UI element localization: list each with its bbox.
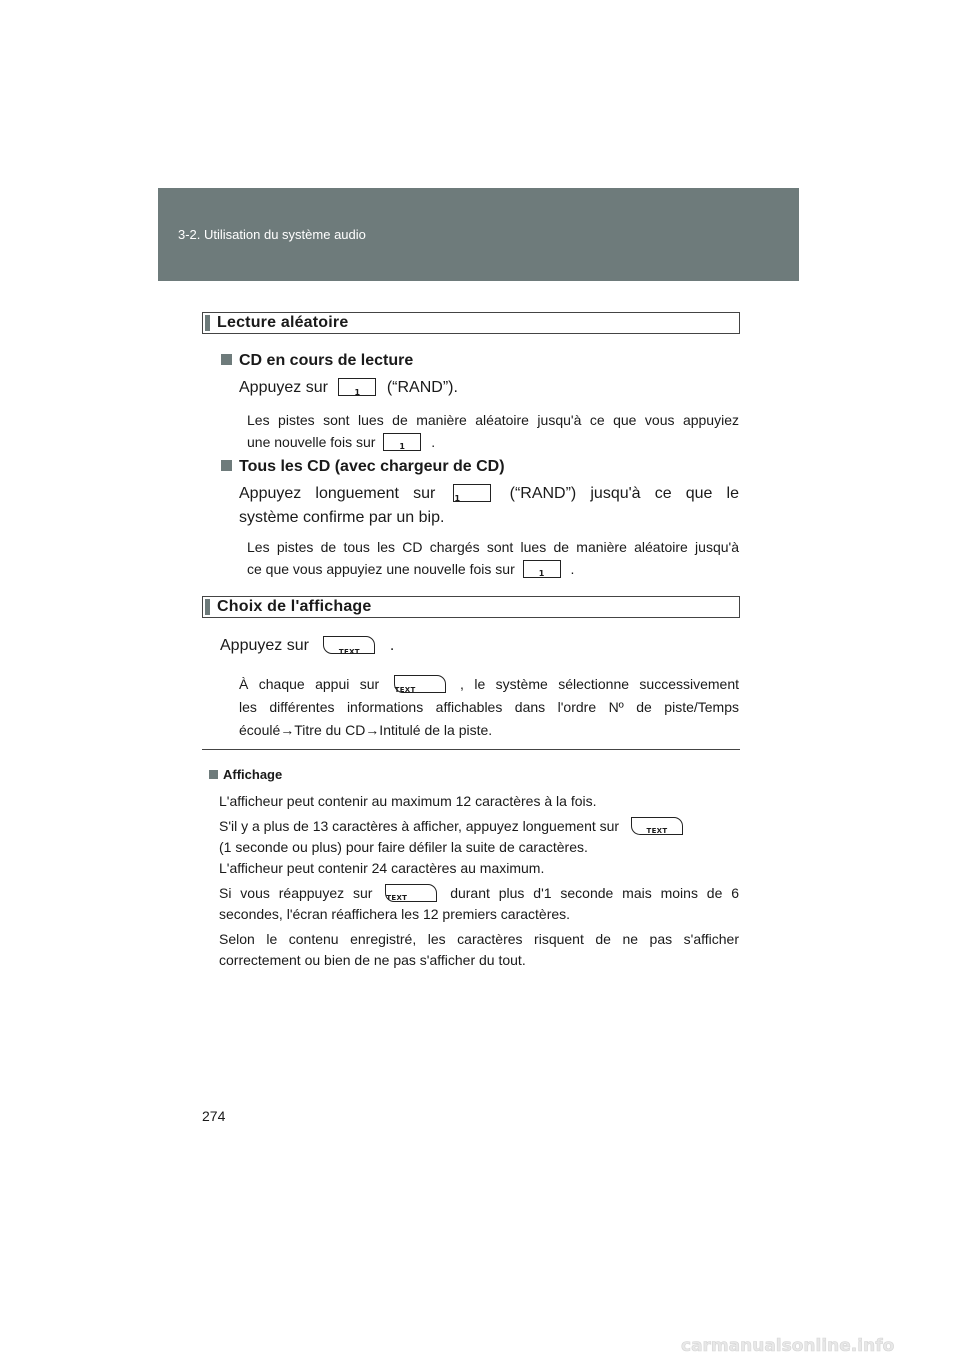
note-text: À chaque appui sur bbox=[239, 676, 380, 692]
instruction-text: . bbox=[389, 637, 395, 654]
note-line: Les pistes de tous les CD chargés sont lues de manière aléatoire jusqu'à bbox=[247, 539, 739, 555]
button-label: 1 bbox=[538, 569, 545, 578]
square-bullet-icon bbox=[221, 354, 232, 365]
note-text: . bbox=[570, 561, 575, 577]
text-button-icon bbox=[394, 675, 446, 693]
preset-1-button-icon bbox=[338, 378, 376, 396]
button-label: TEXT bbox=[394, 686, 416, 694]
button-label: 1 bbox=[399, 442, 406, 451]
section-breadcrumb: 3-2. Utilisation du système audio bbox=[178, 227, 366, 242]
footnote-text: durant plus d'1 seconde mais moins de 6 bbox=[450, 885, 740, 901]
preset-1-button-icon bbox=[453, 484, 491, 502]
footnote-text: Selon le contenu enregistré, les caractères risquent de ne pas s'afficher bbox=[219, 931, 739, 947]
subheading-text: Tous les CD (avec chargeur de CD) bbox=[239, 458, 505, 475]
instruction-line: système confirme par un bip. bbox=[239, 509, 445, 526]
subheading-cd-playing bbox=[221, 352, 413, 370]
header-band bbox=[158, 188, 799, 281]
footnote-text: correctement ou bien de ne pas s'afficher du tout. bbox=[219, 952, 526, 968]
section-title-display bbox=[202, 596, 740, 618]
footnote-paragraph bbox=[219, 816, 739, 879]
note-all-cds bbox=[247, 536, 739, 580]
footnote-paragraph bbox=[219, 929, 739, 971]
note-line: Les pistes sont lues de manière aléatoire jusqu'à ce que vous appuyiez bbox=[247, 412, 739, 428]
text-button-icon bbox=[385, 884, 437, 902]
footnote-text: Si vous réappuyez sur bbox=[219, 885, 373, 901]
instruction-text: (“RAND”). bbox=[386, 379, 458, 396]
footnote-text: (1 seconde ou plus) pour faire défiler la suite de caractères. bbox=[219, 839, 588, 855]
watermark-logo bbox=[681, 1333, 951, 1357]
subheading-text: CD en cours de lecture bbox=[239, 352, 414, 369]
section-title-random bbox=[202, 312, 740, 334]
instruction-display bbox=[220, 634, 394, 658]
note-display bbox=[239, 673, 739, 742]
button-label: TEXT bbox=[338, 648, 360, 656]
footnote-heading bbox=[209, 767, 282, 782]
instruction-cd-playing bbox=[239, 376, 458, 400]
footnote-paragraph: L'afficheur peut contenir au maximum 12 caractères à la fois. bbox=[219, 793, 597, 809]
button-label: 1 bbox=[454, 494, 461, 503]
text-button-icon bbox=[323, 636, 375, 654]
instruction-text: Appuyez sur bbox=[220, 637, 309, 654]
note-text: , le système sélectionne successivement bbox=[460, 676, 740, 692]
footnote-body bbox=[219, 791, 739, 971]
footnote-text: L'afficheur peut contenir 24 caractères au maximum. bbox=[219, 860, 545, 876]
section-title-bar bbox=[205, 599, 210, 615]
note-text: . bbox=[431, 434, 436, 450]
section-title-bar bbox=[205, 315, 210, 331]
section-title-text: Lecture aléatoire bbox=[217, 314, 349, 331]
subheading-all-cds bbox=[221, 458, 505, 476]
button-label: 1 bbox=[354, 388, 361, 397]
instruction-text: (“RAND”) jusqu'à ce que le bbox=[509, 485, 739, 502]
divider bbox=[202, 749, 740, 750]
button-label: TEXT bbox=[386, 894, 408, 902]
footnote-heading-text: Affichage bbox=[223, 767, 283, 782]
instruction-text: Appuyez sur bbox=[239, 379, 328, 396]
square-bullet-icon bbox=[221, 460, 232, 471]
button-label: TEXT bbox=[646, 827, 668, 835]
note-cd-playing bbox=[247, 409, 739, 453]
footnote-paragraph bbox=[219, 883, 739, 925]
instruction-all-cds bbox=[239, 482, 739, 530]
watermark-text: carmanualsonline.info bbox=[681, 1336, 895, 1356]
note-text: ce que vous appuyiez une nouvelle fois sur bbox=[247, 561, 515, 577]
square-bullet-icon bbox=[209, 770, 218, 779]
note-line: les différentes informations affichables dans l'ordre Nº de piste/Temps bbox=[239, 699, 739, 715]
page-number: 274 bbox=[202, 1108, 226, 1124]
note-text: une nouvelle fois sur bbox=[247, 434, 376, 450]
section-title-text: Choix de l'affichage bbox=[217, 598, 372, 615]
instruction-line bbox=[239, 482, 739, 506]
footnote-text: S'il y a plus de 13 caractères à afficher, appuyez longuement sur bbox=[219, 818, 620, 834]
note-line: écoulé→Titre du CD→Intitulé de la piste. bbox=[239, 722, 493, 738]
note-line bbox=[239, 673, 739, 696]
text-button-icon bbox=[631, 817, 683, 835]
preset-1-button-icon bbox=[383, 433, 421, 451]
note-line bbox=[247, 431, 739, 453]
note-line bbox=[247, 558, 739, 580]
footnote-text: secondes, l'écran réaffichera les 12 premiers caractères. bbox=[219, 906, 571, 922]
preset-1-button-icon bbox=[523, 560, 561, 578]
instruction-text: Appuyez longuement sur bbox=[239, 485, 436, 502]
